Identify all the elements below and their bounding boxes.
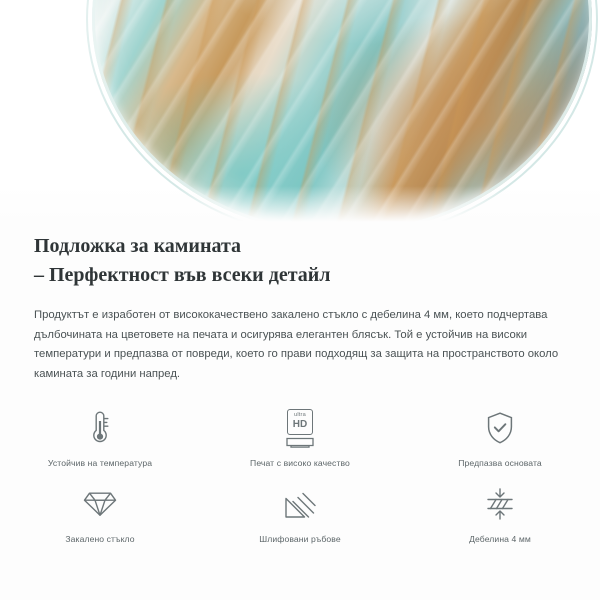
feature-item-thickness bbox=[400, 482, 600, 544]
feature-label-temperature: Устойчив на температура bbox=[47, 458, 153, 468]
feature-item-temperature bbox=[0, 406, 200, 468]
feature-item-surface-protection bbox=[400, 406, 600, 468]
feature-label-thickness: Дебелина 4 мм bbox=[469, 534, 531, 544]
description-line-1: Продуктът е изработен от висококачествено закалено стъкло с дебелина 4 мм, което bbox=[34, 309, 484, 321]
ultra-hd-print-icon bbox=[285, 406, 315, 450]
page-title bbox=[0, 232, 600, 290]
feature-item-print-quality bbox=[200, 406, 400, 468]
feature-item-tempered-glass bbox=[0, 482, 200, 544]
thickness-arrows-icon bbox=[485, 482, 515, 526]
thermometer-icon bbox=[89, 406, 111, 450]
hero-bottom-fade bbox=[0, 186, 600, 232]
feature-label-print-quality: Печат с високо качество bbox=[250, 458, 350, 468]
ultra-hd-badge-bottom: HD bbox=[292, 418, 308, 430]
feature-label-polished-edges: Шлифовани ръбове bbox=[259, 534, 341, 544]
shield-check-icon bbox=[485, 406, 515, 450]
polished-edges-icon bbox=[284, 482, 316, 526]
ultra-hd-badge bbox=[287, 409, 313, 435]
page-title-line-1: Подложка за камината bbox=[34, 235, 242, 257]
feature-label-surface-protection: Предпазва основата bbox=[458, 458, 542, 468]
hero-image bbox=[0, 0, 600, 232]
page-title-line-2: – Перфектност във всеки детайл bbox=[34, 264, 331, 286]
description-line-4: защита на пространството около камината за години напред. bbox=[34, 348, 559, 380]
description-line-2: подчертава дълбочината на цветовете на печата и осигурява елегантен блясък. Той bbox=[34, 309, 548, 341]
diamond-icon bbox=[83, 482, 117, 526]
feature-item-polished-edges bbox=[200, 482, 400, 544]
feature-grid bbox=[0, 406, 600, 544]
ultra-hd-badge-top: ultra bbox=[294, 412, 306, 419]
description-paragraph bbox=[0, 306, 600, 384]
feature-label-tempered-glass: Закалено стъкло bbox=[65, 534, 135, 544]
content-section bbox=[0, 232, 600, 544]
description-line-3: е устойчив на високи температури и предпазва от повреди, което го прави подходящ за bbox=[34, 328, 528, 360]
